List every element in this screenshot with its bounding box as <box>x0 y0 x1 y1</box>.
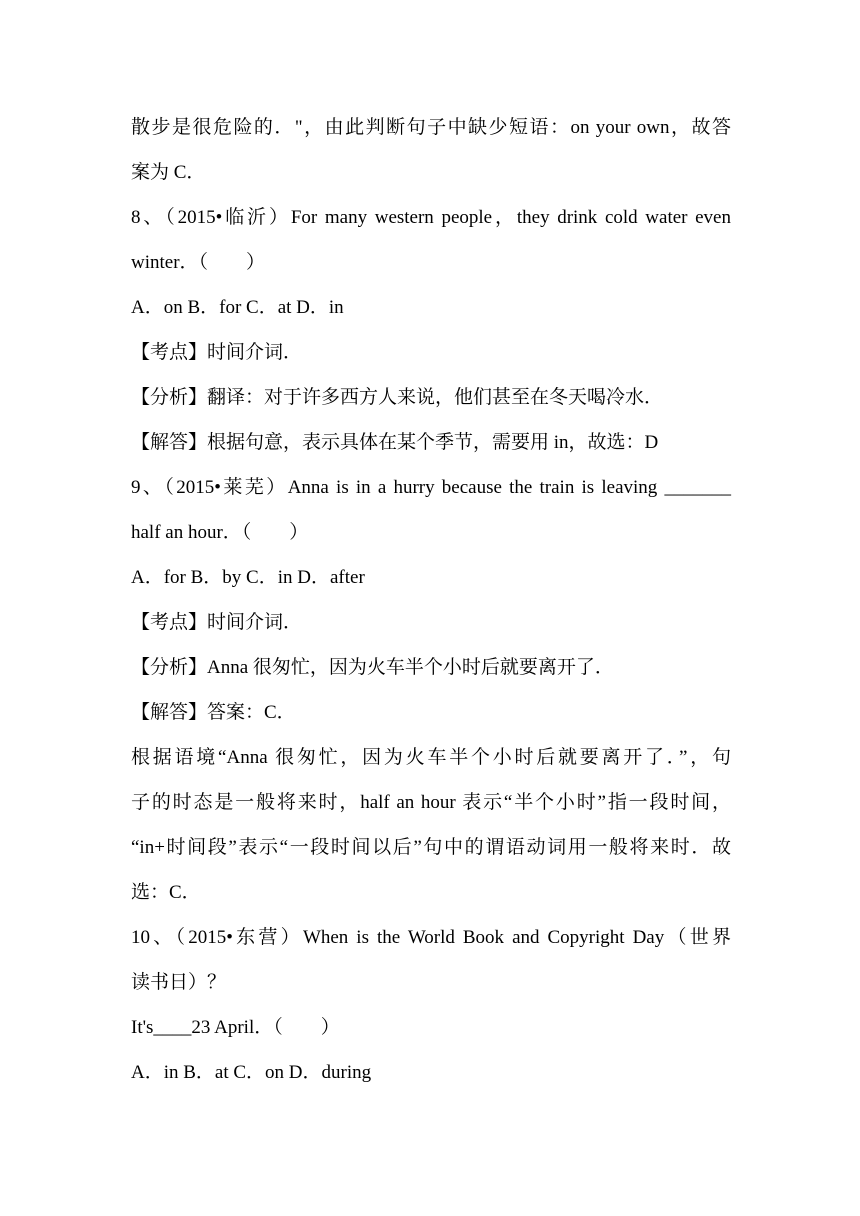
question-9-options: A．for B．by C．in D．after <box>131 567 365 588</box>
question-8-analysis: 【分析】翻译：对于许多西方人来说，他们甚至在冬天喝冷水． <box>131 387 664 408</box>
question-9-point: 【考点】时间介词． <box>131 612 303 633</box>
question-10-options: A．in B．at C．on D．during <box>131 1062 372 1083</box>
question-9-explanation: “in+时间段”表示“一段时间以后”句中的谓语动词用一般将来时．故 <box>131 837 731 858</box>
text-line: 案为 C． <box>131 162 206 183</box>
question-10-stem: 10、（2015•东营）When is the World Book and Copyright Day（世界 <box>131 927 731 948</box>
question-8-stem-cont: winter．（ ） <box>131 252 266 273</box>
question-10-blank: It's____23 April．（ ） <box>131 1017 340 1038</box>
question-8-stem: 8、（2015•临沂）For many western people，they drink cold water even <box>131 207 731 228</box>
question-8-answer: 【解答】根据句意，表示具体在某个季节，需要用 in，故选：D <box>131 432 659 453</box>
question-9-answer: 【解答】答案：C． <box>131 702 296 723</box>
question-9-analysis: 【分析】Anna 很匆忙，因为火车半个小时后就要离开了． <box>131 657 614 678</box>
question-9-stem: 9、（2015•莱芜）Anna is in a hurry because the train is leaving _______ <box>131 477 731 498</box>
text-line: 散步是很危险的．"，由此判断句子中缺少短语：on your own，故答 <box>131 117 731 138</box>
question-8-options: A．on B．for C．at D．in <box>131 297 344 318</box>
question-9-explanation: 选：C． <box>131 882 201 903</box>
question-9-explanation: 根据语境“Anna 很匆忙，因为火车半个小时后就要离开了．”，句 <box>131 747 731 768</box>
question-9-explanation: 子的时态是一般将来时，half an hour 表示“半个小时”指一段时间， <box>131 792 731 813</box>
question-10-stem-cont: 读书日）？ <box>131 972 227 993</box>
question-9-stem-cont: half an hour．（ ） <box>131 522 309 543</box>
question-8-point: 【考点】时间介词． <box>131 342 303 363</box>
